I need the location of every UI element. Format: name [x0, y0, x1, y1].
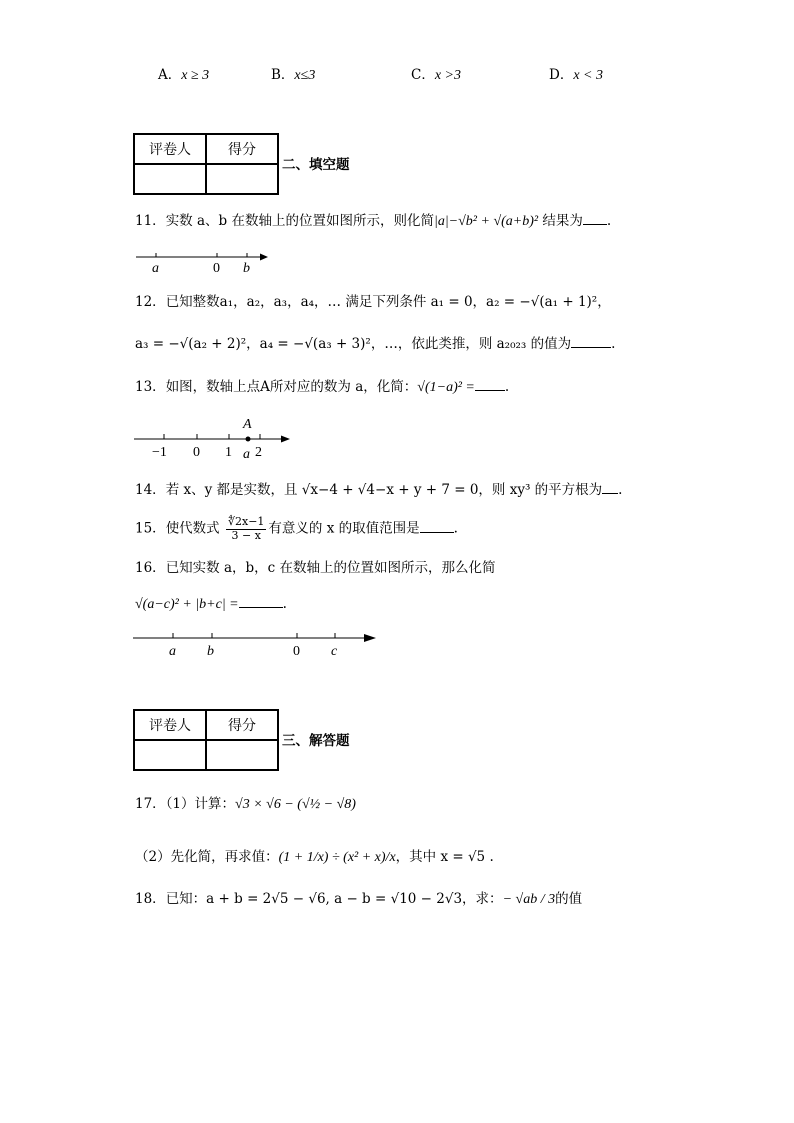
number-line-11: [130, 248, 275, 276]
answer-blank: [420, 531, 454, 533]
question-14: [135, 484, 622, 498]
question-number: 11．: [135, 213, 166, 229]
question-text: ，其中 x = √5 .: [395, 849, 494, 865]
question-number: 17．: [135, 796, 166, 812]
label-two: 2: [255, 445, 262, 460]
question-12: [135, 296, 611, 310]
denominator: 3 − x: [231, 528, 261, 542]
question-17-part1: [135, 798, 356, 812]
choice-b: [271, 69, 315, 83]
question-number: 14．: [135, 482, 166, 498]
question-text: 如图，数轴上点A所对应的数为 a，化简：: [165, 379, 418, 395]
label-minus-one: −1: [152, 445, 167, 460]
number-line-13: [130, 412, 300, 464]
question-text: 若 x、y 都是实数，且 √x−4 + √4−x + y + 7 = 0，则 xy³ 的平方根为: [165, 482, 603, 498]
question-text: 的值: [555, 891, 583, 907]
answer-blank: [475, 389, 505, 391]
label-a: a: [152, 261, 159, 276]
score-cell: [206, 740, 278, 770]
math-expression: √3 × √6 − (√½ − √8): [235, 797, 356, 812]
question-text: （1）计算：: [165, 796, 236, 812]
reviewer-label: 评卷人: [134, 134, 206, 164]
end-mark: .: [504, 379, 510, 395]
choice-letter: B．: [271, 67, 295, 83]
question-text: 实数 a、b 在数轴上的位置如图所示，则化简: [165, 213, 434, 229]
question-text: 已知：a + b = 2√5 − √6, a − b = √10 − 2√3，求：: [165, 891, 503, 907]
label-c: c: [331, 644, 338, 659]
question-text: 结果为: [542, 213, 583, 229]
choice-letter: A．: [158, 67, 182, 83]
question-text: 已知实数 a，b，c 在数轴上的位置如图所示，那么化简: [165, 560, 496, 576]
grader-box: [133, 133, 279, 195]
question-13: [135, 381, 509, 395]
reviewer-label: 评卷人: [134, 710, 206, 740]
label-A: A: [243, 417, 252, 432]
choice-letter: D．: [549, 67, 574, 83]
reviewer-cell: [134, 740, 206, 770]
question-number: 16．: [135, 560, 166, 576]
end-mark: .: [611, 336, 616, 352]
question-11: [135, 215, 611, 229]
answer-blank: [239, 606, 283, 608]
question-16-line2: [135, 598, 287, 612]
label-zero: 0: [213, 261, 220, 276]
question-number: 13．: [135, 379, 166, 395]
choice-expr: x < 3: [573, 68, 603, 83]
choice-d: [549, 69, 603, 83]
number-line-16: [130, 628, 385, 662]
section-title: 三、解答题: [282, 733, 350, 749]
label-a: a: [243, 447, 250, 462]
score-label: 得分: [206, 134, 278, 164]
question-17-part2: [135, 851, 494, 865]
question-12-line2: [135, 338, 615, 352]
label-b: b: [207, 644, 214, 659]
grader-box: [133, 709, 279, 771]
question-number: 12．: [135, 294, 166, 310]
question-18: [135, 893, 582, 907]
question-number: 15．: [135, 520, 166, 537]
math-expression: (1 + 1/x) ÷ (x² + x)/x: [278, 850, 396, 865]
answer-blank: [583, 223, 607, 225]
question-text: 已知整数a₁，a₂，a₃，a₄，… 满足下列条件 a₁ = 0，a₂ = −√(a₁ + 1)²，: [165, 294, 611, 310]
question-number: 18．: [135, 891, 166, 907]
label-one: 1: [225, 445, 232, 460]
label-zero: 0: [293, 644, 300, 659]
end-mark: .: [618, 482, 623, 498]
math-expression: √(a−c)² + |b+c| =: [135, 597, 239, 612]
score-label: 得分: [206, 710, 278, 740]
section-title: 二、填空题: [282, 157, 350, 173]
math-expression: − √ab / 3: [502, 892, 556, 907]
choice-expr: x ≥ 3: [181, 68, 210, 83]
reviewer-cell: [134, 164, 206, 194]
question-text: 使代数式: [165, 520, 220, 537]
question-text: （2）先化简，再求值：: [135, 849, 279, 865]
choice-expr: x≤3: [294, 68, 316, 83]
math-expression: √(1−a)² =: [417, 380, 475, 395]
fraction: [226, 516, 266, 542]
label-a: a: [169, 644, 176, 659]
math-expression: |a|−√b² + √(a+b)²: [433, 214, 539, 229]
label-zero: 0: [193, 445, 200, 460]
end-mark: .: [282, 596, 287, 612]
question-text: 有意义的 x 的取值范围是: [268, 520, 420, 537]
numerator: ∜2x−1: [227, 515, 265, 528]
choice-expr: x >3: [434, 68, 462, 83]
score-cell: [206, 164, 278, 194]
answer-blank: [571, 346, 611, 348]
answer-blank: [602, 492, 618, 494]
end-mark: .: [606, 213, 612, 229]
choice-letter: C．: [411, 67, 435, 83]
choice-a: [158, 69, 209, 83]
question-15: [135, 516, 458, 542]
question-16: [135, 562, 496, 576]
choice-c: [411, 69, 461, 83]
question-text: a₃ = −√(a₂ + 2)²，a₄ = −√(a₃ + 3)²，…，依此类推，则 a₂₀₂₃ 的值为: [135, 336, 572, 352]
label-b: b: [243, 261, 250, 276]
end-mark: .: [453, 520, 458, 537]
